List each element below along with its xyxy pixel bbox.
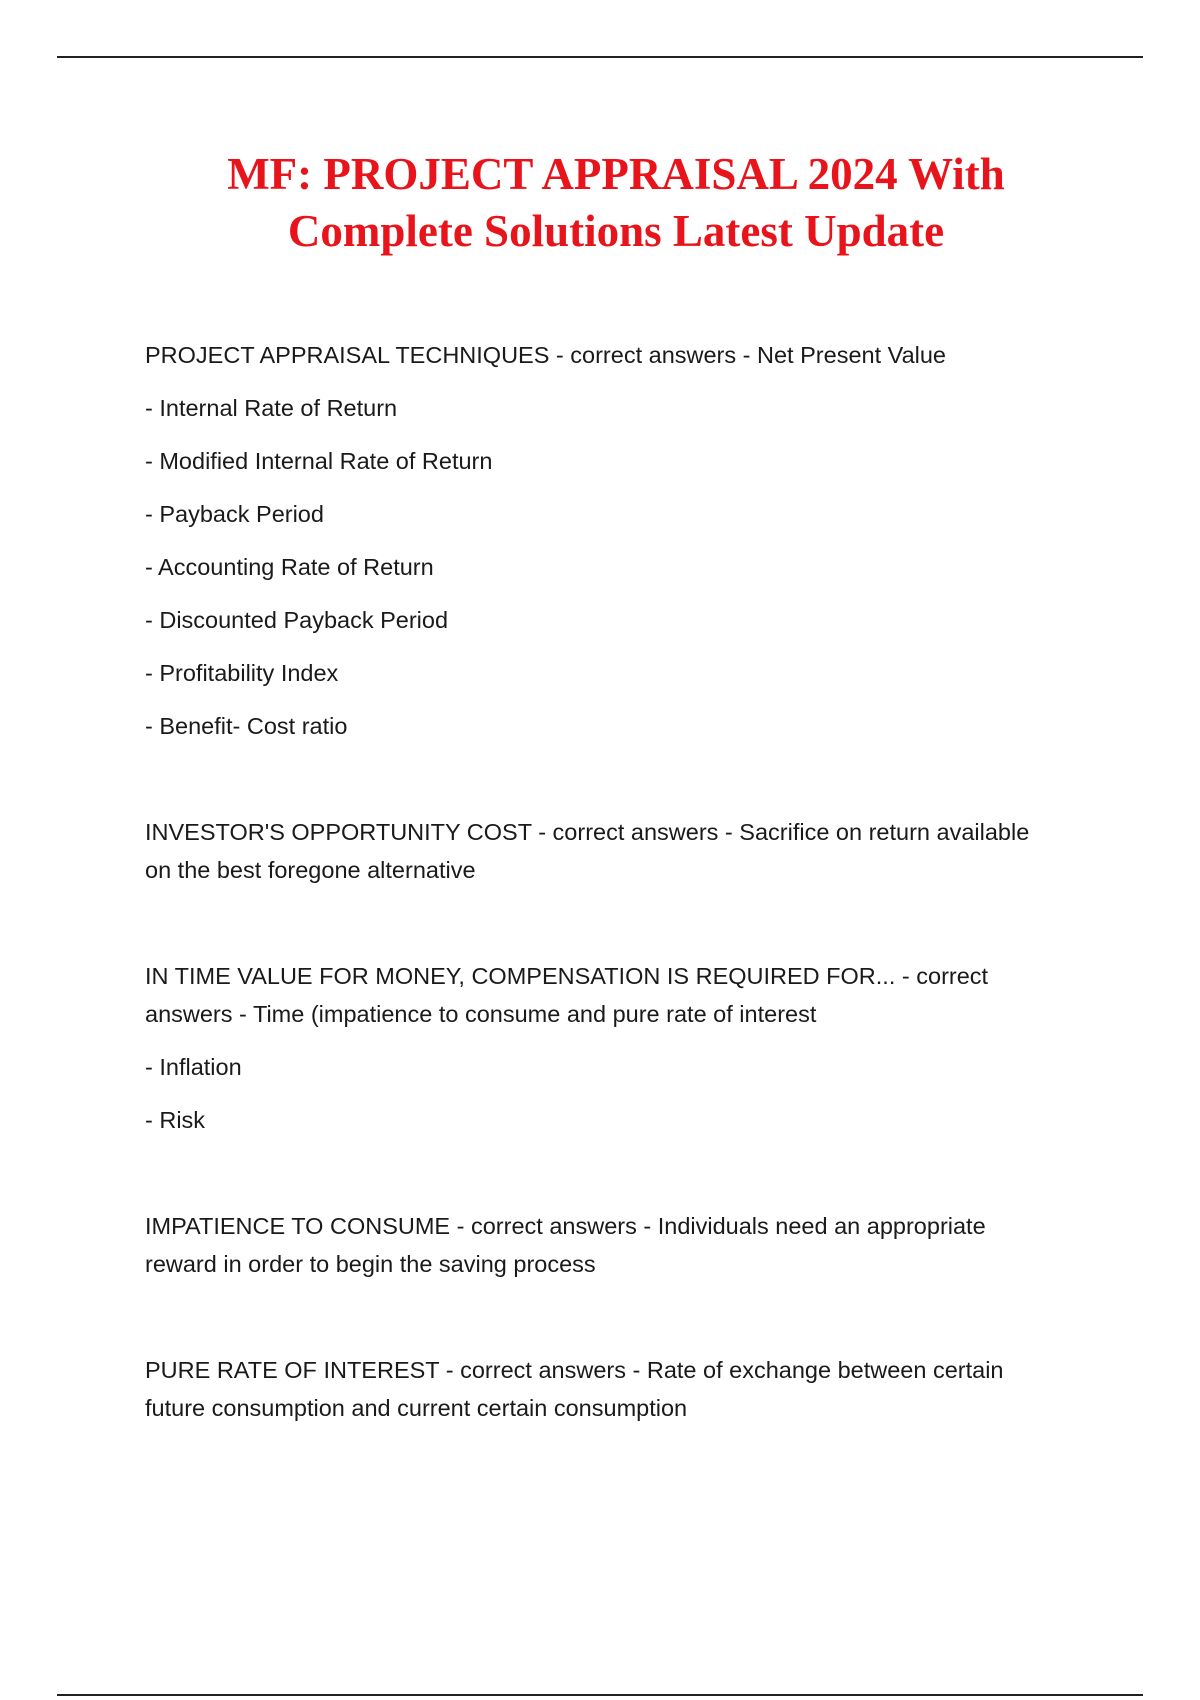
question-text: IMPATIENCE TO CONSUME - correct answers - Individuals need an appropriate [145,1213,986,1239]
qa-block-appraisal-techniques [145,336,1085,745]
list-item: - Profitability Index [145,660,339,686]
list-item: - Payback Period [145,501,324,527]
title-line-1: MF: PROJECT APPRAISAL 2024 With [227,149,1005,199]
list-item: - Inflation [145,1054,242,1080]
question-text-continued: answers - Time (impatience to consume and pure rate of interest [145,1001,817,1027]
question-text: INVESTOR'S OPPORTUNITY COST - correct answers - Sacrifice on return available [145,819,1030,845]
list-item: - Modified Internal Rate of Return [145,448,493,474]
question-text-continued: on the best foregone alternative [145,857,476,883]
question-text: PURE RATE OF INTEREST - correct answers - Rate of exchange between certain [145,1357,1004,1383]
top-divider [57,56,1143,58]
list-item: - Benefit- Cost ratio [145,713,348,739]
list-item: - Internal Rate of Return [145,395,398,421]
qa-block-time-value [145,957,1085,1139]
document-body [145,336,1085,1442]
list-item: - Risk [145,1107,206,1133]
qa-block-impatience [145,1207,1085,1283]
list-item: - Accounting Rate of Return [145,554,434,580]
document-title [0,146,1200,260]
question-text-continued: future consumption and current certain consumption [145,1395,688,1421]
qa-block-opportunity-cost [145,813,1085,889]
question-text-continued: reward in order to begin the saving process [145,1251,596,1277]
list-item: - Discounted Payback Period [145,607,449,633]
question-text: PROJECT APPRAISAL TECHNIQUES - correct answers - Net Present Value [145,342,946,368]
qa-block-pure-rate [145,1351,1085,1427]
title-line-2: Complete Solutions Latest Update [287,206,945,256]
bottom-divider [57,1694,1143,1696]
question-text: IN TIME VALUE FOR MONEY, COMPENSATION IS REQUIRED FOR... - correct [145,963,989,989]
